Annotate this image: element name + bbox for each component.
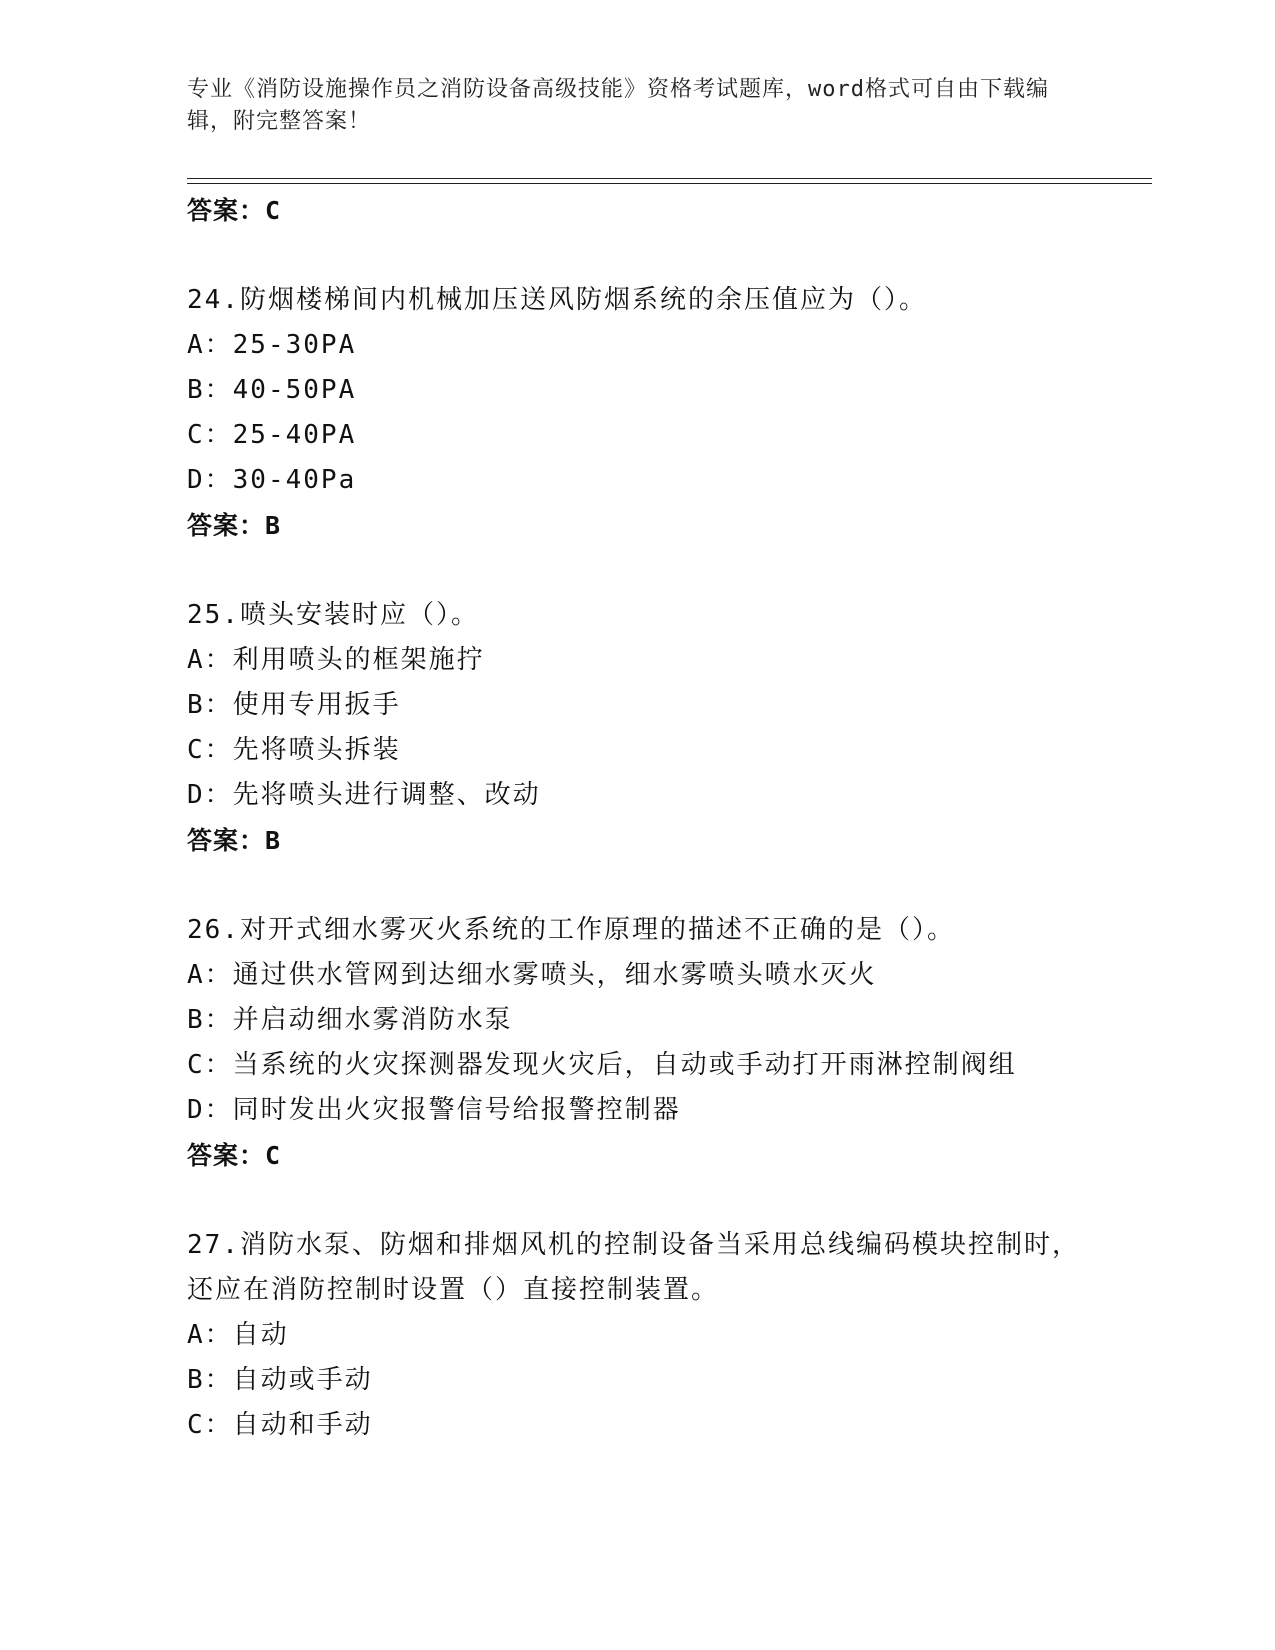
option-c: C：当系统的火灾探测器发现火灾后，自动或手动打开雨淋控制阀组 (187, 1050, 1017, 1080)
question-block (187, 1223, 1152, 1448)
option-d: D：30-40Pa (187, 465, 357, 495)
question-stem: 24.防烟楼梯间内机械加压送风防烟系统的余压值应为（）。 (187, 285, 927, 315)
question-stem: 26.对开式细水雾灭火系统的工作原理的描述不正确的是（）。 (187, 915, 955, 945)
option-b: B：并启动细水雾消防水泵 (187, 1005, 513, 1035)
option-a: A：自动 (187, 1320, 289, 1350)
option-c: C：25-40PA (187, 420, 357, 450)
option-a: A：利用喷头的框架施拧 (187, 645, 485, 675)
option-c: C：自动和手动 (187, 1410, 373, 1440)
question-block (187, 593, 1152, 864)
header-divider-bottom (187, 183, 1152, 184)
question-block (187, 908, 1152, 1179)
question-block (187, 278, 1152, 549)
option-d: D：先将喷头进行调整、改动 (187, 780, 541, 810)
option-b: B：使用专用扳手 (187, 690, 401, 720)
answer-label: 答案：B (187, 826, 282, 855)
header-divider-top (187, 178, 1152, 179)
answer-label: 答案：B (187, 511, 282, 540)
answer-label: 答案：C (187, 1141, 282, 1170)
option-c: C：先将喷头拆装 (187, 735, 401, 765)
question-list (187, 188, 1152, 1448)
option-a: A：25-30PA (187, 330, 357, 360)
question-stem: 25.喷头安装时应（）。 (187, 600, 479, 630)
option-a: A：通过供水管网到达细水雾喷头，细水雾喷头喷水灭火 (187, 960, 877, 990)
question-stem: 27.消防水泵、防烟和排烟风机的控制设备当采用总线编码模块控制时，还应在消防控制时设置（）直接控制装置。 (187, 1230, 1080, 1305)
option-b: B：自动或手动 (187, 1365, 373, 1395)
document-header: 专业《消防设施操作员之消防设备高级技能》资格考试题库，word格式可自由下载编辑，附完整答案！ (187, 77, 1049, 134)
option-d: D：同时发出火灾报警信号给报警控制器 (187, 1095, 681, 1125)
option-b: B：40-50PA (187, 375, 357, 405)
answer-label: 答案：C (187, 196, 282, 225)
